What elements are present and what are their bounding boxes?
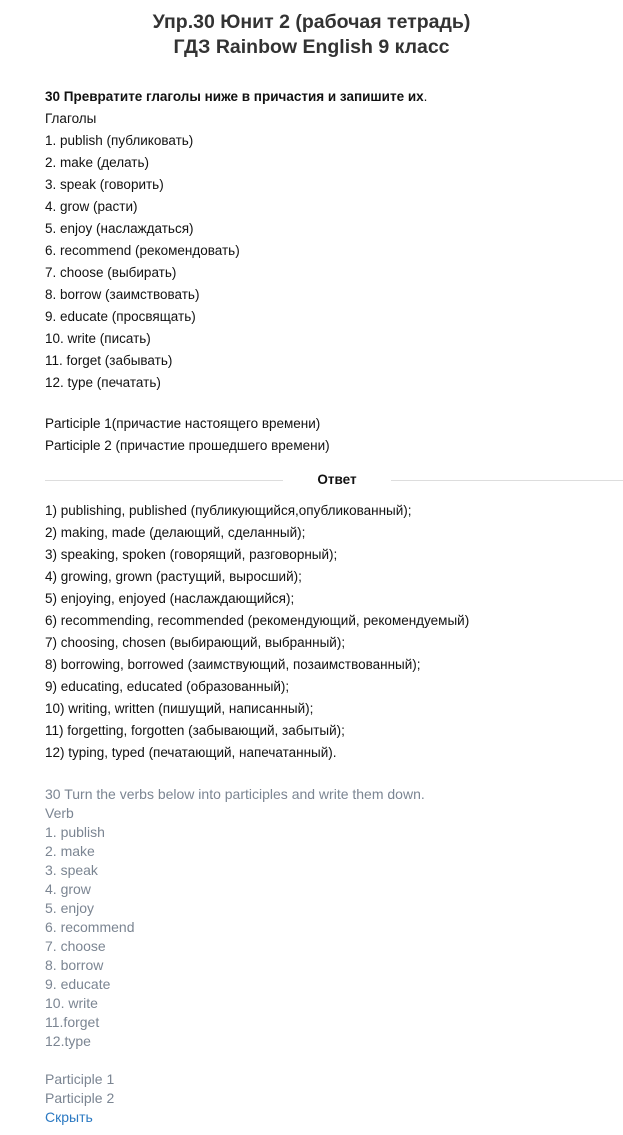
translation-verb-item: 12.type <box>45 1033 91 1049</box>
translation-participle2: Participle 2 <box>45 1090 115 1106</box>
task-heading-text: 30 Превратите глаголы ниже в причастия и запишите их <box>45 89 424 104</box>
page-title-line1: Упр.30 Юнит 2 (рабочая тетрадь) <box>152 11 471 33</box>
answer-item: 6) recommending, recommended (рекомендующий, рекомендуемый) <box>45 613 470 628</box>
verb-item: 12. type (печатать) <box>45 375 161 390</box>
translation-participle1: Participle 1 <box>45 1071 115 1087</box>
answer-item: 1) publishing, published (публикующийся,опубликованный); <box>45 503 412 518</box>
verb-item: 7. choose (выбирать) <box>45 265 177 280</box>
answer-item: 8) borrowing, borrowed (заимствующий, позаимствованный); <box>45 657 421 672</box>
translation-verb-item: 6. recommend <box>45 919 135 935</box>
participle1-definition: Participle 1(причастие настоящего времени) <box>45 416 321 431</box>
translation-verb-item: 9. educate <box>45 976 111 992</box>
translation-verbs-label: Verb <box>45 805 74 821</box>
answer-item: 7) choosing, chosen (выбирающий, выбранный); <box>45 635 346 650</box>
task-heading <box>45 86 427 108</box>
divider-line-left <box>45 480 283 481</box>
participle2-definition: Participle 2 (причастие прошедшего времени) <box>45 438 330 453</box>
answer-divider <box>45 470 623 490</box>
verb-item: 8. borrow (заимствовать) <box>45 287 200 302</box>
verb-item: 9. educate (просвящать) <box>45 309 196 324</box>
translation-verb-item: 10. write <box>45 995 98 1011</box>
translation-section <box>45 785 425 1108</box>
translation-spacer <box>45 1051 425 1070</box>
answer-item: 2) making, made (делающий, сделанный); <box>45 525 306 540</box>
translation-verb-item: 7. choose <box>45 938 106 954</box>
task-heading-punct: . <box>423 89 428 104</box>
page-title-line2: ГДЗ Rainbow English 9 класс <box>173 36 450 58</box>
verb-item: 1. publish (публиковать) <box>45 133 194 148</box>
page-title <box>0 10 623 60</box>
answer-item: 12) typing, typed (печатающий, напечатанный). <box>45 745 337 760</box>
task-section <box>45 86 427 394</box>
translation-verb-item: 11.forget <box>45 1014 100 1030</box>
verb-item: 5. enjoy (наслаждаться) <box>45 221 194 236</box>
translation-heading: 30 Turn the verbs below into participles and write them down. <box>45 786 425 802</box>
verb-item: 11. forget (забывать) <box>45 353 173 368</box>
translation-verb-item: 4. grow <box>45 881 91 897</box>
verb-item: 3. speak (говорить) <box>45 177 164 192</box>
verbs-label: Глаголы <box>45 111 97 126</box>
hide-translation-link[interactable]: Скрыть <box>45 1109 93 1125</box>
divider-line-right <box>391 480 623 481</box>
answer-item: 3) speaking, spoken (говорящий, разговорный); <box>45 547 338 562</box>
answer-list <box>45 500 469 764</box>
answer-item: 11) forgetting, forgotten (забывающий, забытый); <box>45 723 345 738</box>
participle-definitions <box>45 413 330 457</box>
answer-item: 9) educating, educated (образованный); <box>45 679 290 694</box>
answer-item: 10) writing, written (пишущий, написанный); <box>45 701 314 716</box>
answer-label: Ответ <box>317 472 357 487</box>
translation-verb-item: 2. make <box>45 843 95 859</box>
translation-verb-list <box>45 823 425 1051</box>
verb-item: 4. grow (расти) <box>45 199 138 214</box>
translation-verb-item: 3. speak <box>45 862 98 878</box>
translation-verb-item: 5. enjoy <box>45 900 95 916</box>
verb-list <box>45 130 427 394</box>
translation-verb-item: 8. borrow <box>45 957 104 973</box>
answer-item: 4) growing, grown (растущий, выросший); <box>45 569 302 584</box>
verb-item: 10. write (писать) <box>45 331 151 346</box>
answer-item: 5) enjoying, enjoyed (наслаждающийся); <box>45 591 295 606</box>
translation-verb-item: 1. publish <box>45 824 105 840</box>
verb-item: 6. recommend (рекомендовать) <box>45 243 240 258</box>
verb-item: 2. make (делать) <box>45 155 150 170</box>
